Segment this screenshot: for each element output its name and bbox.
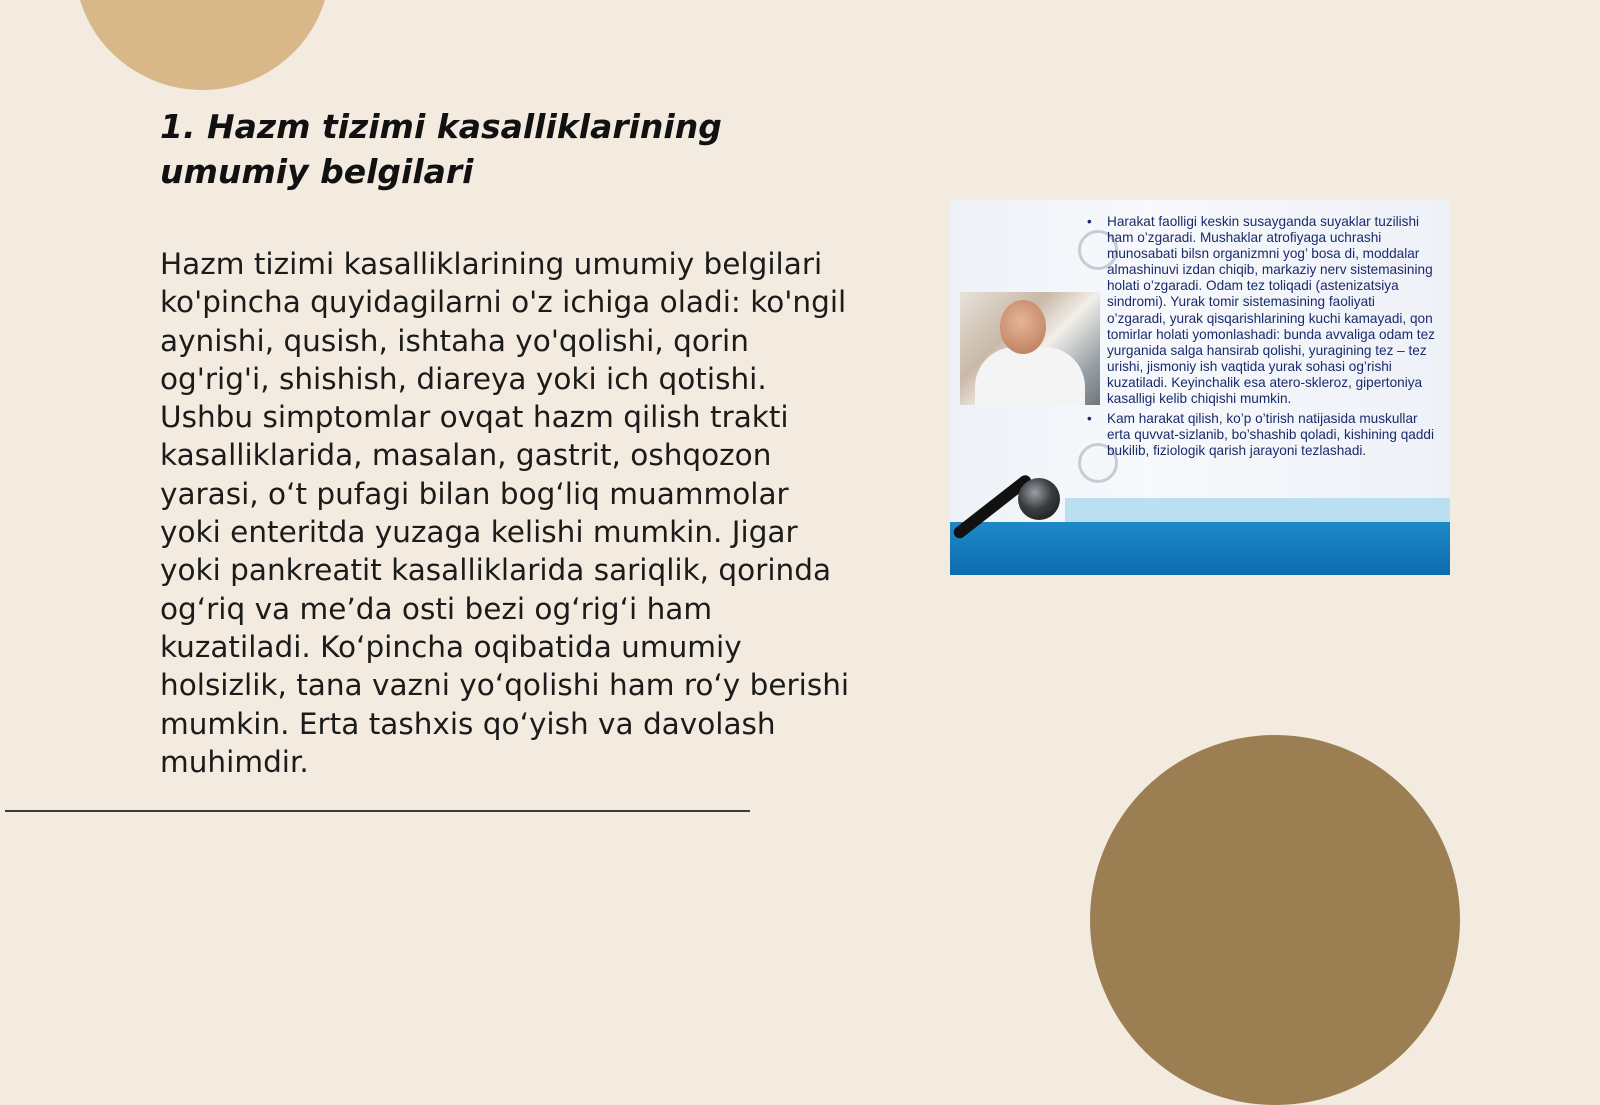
decorative-circle-top <box>75 0 330 90</box>
decorative-circle-bottom <box>1090 735 1460 1105</box>
photo-shirt <box>975 347 1085 405</box>
patient-photo <box>960 292 1100 405</box>
embedded-bullet-text: Kam harakat qilish, ko’p o’tirish natijasida muskullar erta quvvat-sizlanib, bo’shashib qoladi, kishining qaddi bukilib, fiziologik qarish jarayoni tezlashadi. <box>1107 411 1434 459</box>
embedded-bullet-item <box>1087 214 1437 407</box>
bullet-dot: • <box>1087 214 1092 229</box>
embedded-bullet-list <box>1087 214 1437 463</box>
photo-head <box>1000 300 1046 354</box>
embedded-bullet-text: Harakat faolligi keskin susayganda suyaklar tuzilishi ham o’zgaradi. Mushaklar atrofiyaga uchrashi munosabati bilsn organizmni yog’ bosa di, moddalar almashinuvi izdan chiqib, markaziy nerv sistemasining holati o’zgaradi. Odam tez toliqadi (astenizatsiya sindromi). Yurak tomir sistemasining faoliyati o’zgaradi, yurak qisqarishlarining kuchi kamayadi, qon tomirlar holati yomonlashadi: bunda avvaliga odam tez yurganida salga hansirab qolishi, yuragining tez – tez urishi, jismoniy ish vaqtida yurak sohasi og’rishi kuzatiladi. Keyinchalik esa atero-skleroz, gipertoniya kasalligi kelib chiqishi mumkin. <box>1107 214 1435 407</box>
bullet-dot: • <box>1087 411 1092 427</box>
embedded-bullet-item <box>1087 411 1437 459</box>
light-blue-band <box>1065 498 1450 522</box>
embedded-slide-image <box>950 200 1450 575</box>
blue-footer-band <box>950 522 1450 575</box>
slide-title: 1. Hazm tizimi kasalliklarining umumiy belgilari <box>160 107 722 191</box>
stethoscope-icon <box>1018 478 1060 520</box>
divider-line <box>5 810 750 812</box>
slide-body-text: Hazm tizimi kasalliklarining umumiy belgilari ko'pincha quyidagilarni o'z ichiga oladi: ko'ngil aynishi, qusish, ishtaha yo'qolishi, qorin og'rig'i, shishish, diareya yoki ich qotishi. Ushbu simptomlar ovqat hazm qilish trakti kasalliklarida, masalan, gastrit, oshqozon yarasi, o‘t pufagi bilan bog‘liq muammolar yoki enteritda yuzaga kelishi mumkin. Jigar yoki pankreatit kasalliklarida sariqlik, qorinda og‘riq va me’da osti bezi og‘rig‘i ham kuzatiladi. Ko‘pincha oqibatida umumiy holsizlik, tana vazni yo‘qolishi ham ro‘y berishi mumkin. Erta tashxis qo‘yish va davolash muhimdir. <box>160 247 850 779</box>
